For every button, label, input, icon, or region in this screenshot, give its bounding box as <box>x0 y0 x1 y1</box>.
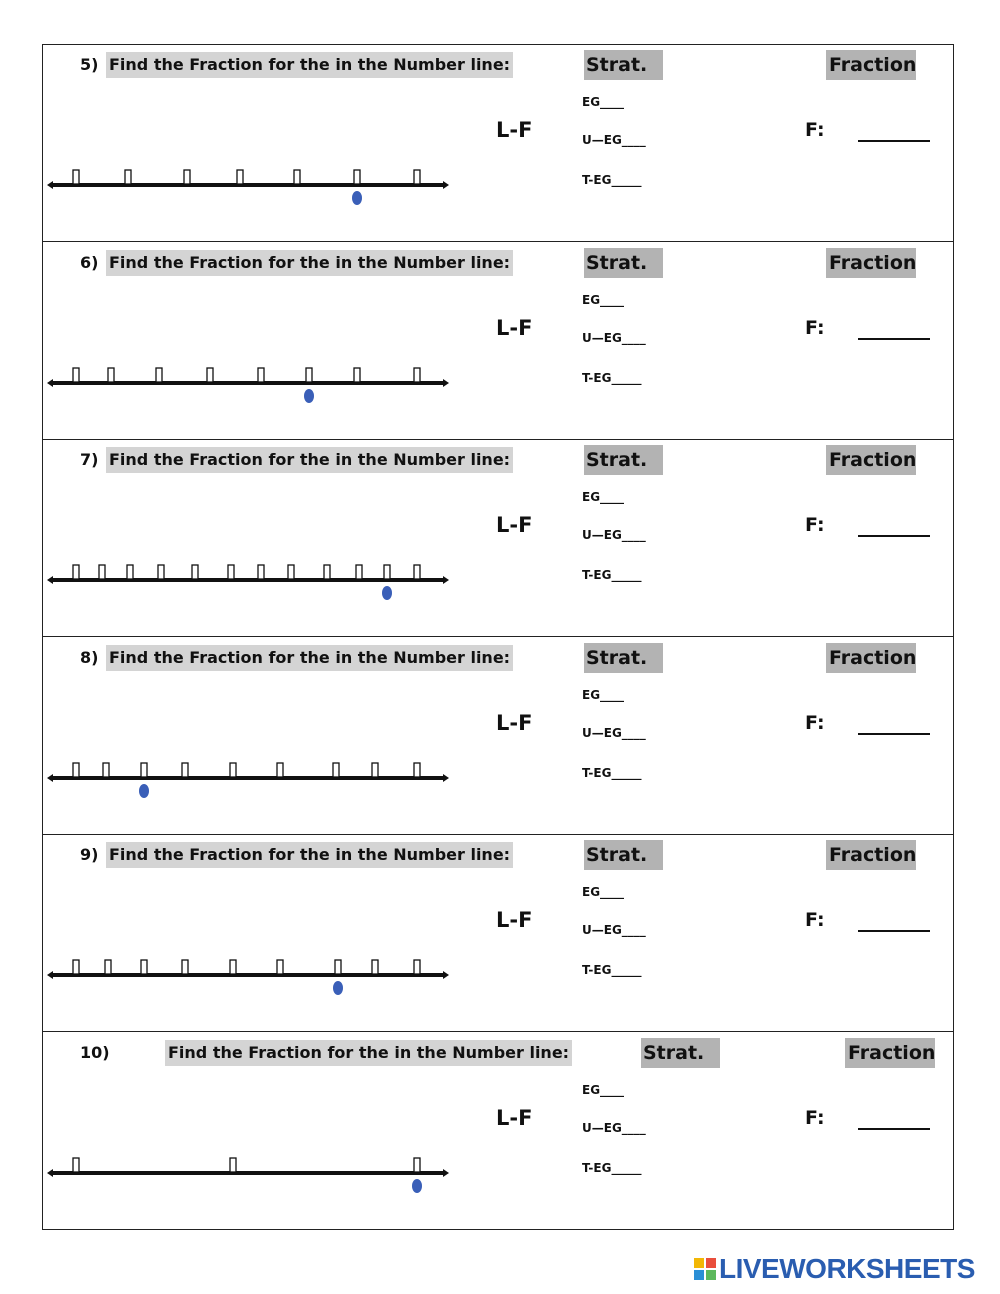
instruction-text: Find the Fraction for the in the Number line: <box>106 645 513 671</box>
fraction-answer-blank[interactable] <box>858 140 930 142</box>
problem-number: 7) <box>80 450 99 469</box>
tick-mark <box>99 565 105 579</box>
fraction-answer-blank[interactable] <box>858 930 930 932</box>
point-dot <box>382 586 392 600</box>
number-line <box>43 155 463 205</box>
fraction-header: Fraction <box>826 840 916 870</box>
fraction-answer-blank[interactable] <box>858 338 930 340</box>
point-dot <box>352 191 362 205</box>
fraction-header: Fraction <box>826 445 916 475</box>
left-arrow-icon <box>47 576 53 584</box>
f-label: F: <box>805 514 825 536</box>
right-arrow-icon <box>443 181 449 189</box>
strat-header: Strat. <box>584 840 663 870</box>
lf-label: L-F <box>496 118 533 142</box>
point-dot <box>333 981 343 995</box>
tick-mark <box>277 960 283 974</box>
eg-label: EG____ <box>582 885 625 899</box>
fraction-header: Fraction <box>826 248 916 278</box>
tick-mark <box>356 565 362 579</box>
tick-mark <box>335 960 341 974</box>
tick-mark <box>277 763 283 777</box>
left-arrow-icon <box>47 379 53 387</box>
eg-label: EG____ <box>582 95 625 109</box>
lf-label: L-F <box>496 711 533 735</box>
tick-mark <box>228 565 234 579</box>
strat-header: Strat. <box>584 248 663 278</box>
tick-mark <box>324 565 330 579</box>
ueg-label: U—EG____ <box>582 1121 646 1135</box>
tick-mark <box>73 960 79 974</box>
f-label: F: <box>805 317 825 339</box>
strat-header: Strat. <box>584 50 663 80</box>
tick-mark <box>156 368 162 382</box>
tick-mark <box>354 170 360 184</box>
instruction-text: Find the Fraction for the in the Number line: <box>106 52 513 78</box>
lf-label: L-F <box>496 316 533 340</box>
teg-label: T-EG_____ <box>582 371 642 385</box>
fraction-header: Fraction <box>845 1038 935 1068</box>
tick-mark <box>192 565 198 579</box>
tick-mark <box>258 565 264 579</box>
ueg-label: U—EG____ <box>582 133 646 147</box>
fraction-answer-blank[interactable] <box>858 1128 930 1130</box>
left-arrow-icon <box>47 181 53 189</box>
teg-label: T-EG_____ <box>582 766 642 780</box>
tick-mark <box>105 960 111 974</box>
ueg-label: U—EG____ <box>582 923 646 937</box>
tick-mark <box>141 763 147 777</box>
fraction-answer-blank[interactable] <box>858 535 930 537</box>
tick-mark <box>141 960 147 974</box>
tick-mark <box>414 763 420 777</box>
fraction-header: Fraction <box>826 643 916 673</box>
problem-9 <box>43 835 953 1032</box>
instruction-text: Find the Fraction for the in the Number line: <box>106 447 513 473</box>
right-arrow-icon <box>443 774 449 782</box>
right-arrow-icon <box>443 1169 449 1177</box>
tick-mark <box>127 565 133 579</box>
f-label: F: <box>805 1107 825 1129</box>
tick-mark <box>73 565 79 579</box>
tick-mark <box>108 368 114 382</box>
teg-label: T-EG_____ <box>582 568 642 582</box>
tick-mark <box>237 170 243 184</box>
number-line <box>43 945 463 995</box>
tick-mark <box>207 368 213 382</box>
problem-number: 8) <box>80 648 99 667</box>
liveworksheets-logo <box>694 1253 975 1285</box>
problem-6 <box>43 243 953 440</box>
tick-mark <box>184 170 190 184</box>
tick-mark <box>103 763 109 777</box>
point-dot <box>304 389 314 403</box>
worksheet <box>42 44 954 1230</box>
logo-icon <box>694 1258 716 1280</box>
strat-header: Strat. <box>584 445 663 475</box>
tick-mark <box>73 763 79 777</box>
problem-number: 10) <box>80 1043 110 1062</box>
teg-label: T-EG_____ <box>582 1161 642 1175</box>
right-arrow-icon <box>443 379 449 387</box>
number-line <box>43 748 463 798</box>
point-dot <box>412 1179 422 1193</box>
point-dot <box>139 784 149 798</box>
right-arrow-icon <box>443 971 449 979</box>
problem-number: 5) <box>80 55 99 74</box>
tick-mark <box>73 368 79 382</box>
tick-mark <box>230 1158 236 1172</box>
right-arrow-icon <box>443 576 449 584</box>
tick-mark <box>288 565 294 579</box>
fraction-answer-blank[interactable] <box>858 733 930 735</box>
instruction-text: Find the Fraction for the in the Number line: <box>106 250 513 276</box>
strat-header: Strat. <box>584 643 663 673</box>
problem-5 <box>43 45 953 242</box>
instruction-text: Find the Fraction for the in the Number line: <box>165 1040 572 1066</box>
tick-mark <box>372 763 378 777</box>
eg-label: EG____ <box>582 1083 625 1097</box>
tick-mark <box>414 565 420 579</box>
tick-mark <box>372 960 378 974</box>
eg-label: EG____ <box>582 490 625 504</box>
tick-mark <box>158 565 164 579</box>
lf-label: L-F <box>496 908 533 932</box>
number-line <box>43 353 463 403</box>
tick-mark <box>230 960 236 974</box>
tick-mark <box>333 763 339 777</box>
tick-mark <box>182 960 188 974</box>
tick-mark <box>414 170 420 184</box>
lf-label: L-F <box>496 1106 533 1130</box>
tick-mark <box>306 368 312 382</box>
tick-mark <box>125 170 131 184</box>
lf-label: L-F <box>496 513 533 537</box>
tick-mark <box>230 763 236 777</box>
tick-mark <box>294 170 300 184</box>
left-arrow-icon <box>47 971 53 979</box>
ueg-label: U—EG____ <box>582 331 646 345</box>
tick-mark <box>258 368 264 382</box>
number-line <box>43 1143 463 1193</box>
problem-10 <box>43 1033 953 1231</box>
problem-7 <box>43 440 953 637</box>
teg-label: T-EG_____ <box>582 173 642 187</box>
fraction-header: Fraction <box>826 50 916 80</box>
problem-number: 6) <box>80 253 99 272</box>
left-arrow-icon <box>47 774 53 782</box>
tick-mark <box>414 368 420 382</box>
f-label: F: <box>805 909 825 931</box>
tick-mark <box>384 565 390 579</box>
instruction-text: Find the Fraction for the in the Number line: <box>106 842 513 868</box>
number-line <box>43 550 463 600</box>
ueg-label: U—EG____ <box>582 528 646 542</box>
left-arrow-icon <box>47 1169 53 1177</box>
brand-name: LIVEWORKSHEETS <box>719 1253 975 1284</box>
tick-mark <box>414 1158 420 1172</box>
tick-mark <box>414 960 420 974</box>
ueg-label: U—EG____ <box>582 726 646 740</box>
tick-mark <box>354 368 360 382</box>
strat-header: Strat. <box>641 1038 720 1068</box>
teg-label: T-EG_____ <box>582 963 642 977</box>
problem-number: 9) <box>80 845 99 864</box>
eg-label: EG____ <box>582 688 625 702</box>
tick-mark <box>73 1158 79 1172</box>
problem-8 <box>43 638 953 835</box>
tick-mark <box>182 763 188 777</box>
f-label: F: <box>805 119 825 141</box>
eg-label: EG____ <box>582 293 625 307</box>
tick-mark <box>73 170 79 184</box>
f-label: F: <box>805 712 825 734</box>
